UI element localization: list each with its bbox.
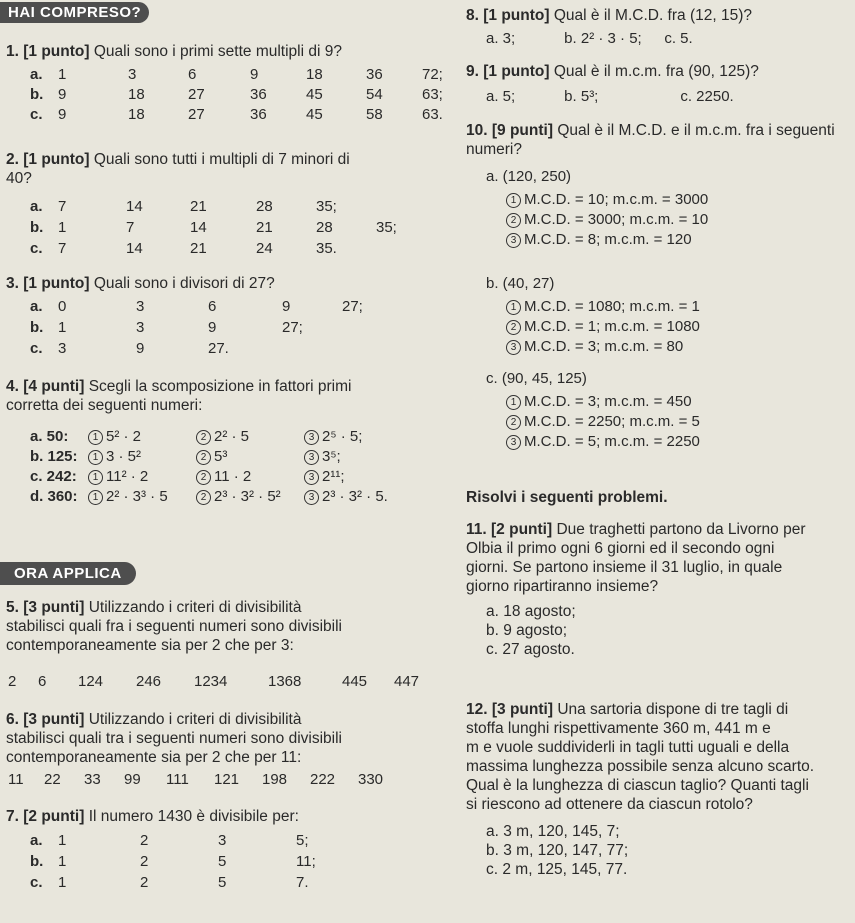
problem-line: giorni. Se partono insieme il 31 luglio, in quale xyxy=(466,559,783,576)
question-points: [1 punto] xyxy=(23,43,90,60)
circled-number-icon: 1 xyxy=(506,395,521,410)
gcd-lcm-option-text: M.C.D. = 3000; m.c.m. = 10 xyxy=(524,211,709,228)
option-value: 27; xyxy=(342,298,363,315)
question-number: 7. xyxy=(6,808,19,825)
option-letter: b. xyxy=(30,219,44,236)
factor-option-text: 5³ xyxy=(214,448,228,465)
factor-option xyxy=(196,448,304,465)
factor-option xyxy=(88,448,196,465)
option-value: 7 xyxy=(58,240,67,257)
question-1 xyxy=(6,42,342,61)
factor-option xyxy=(304,468,414,485)
option-letter: b. xyxy=(30,319,44,336)
option-row xyxy=(30,298,402,315)
option-value: 45 xyxy=(306,106,323,123)
gcd-lcm-option-text: M.C.D. = 3; m.c.m. = 450 xyxy=(524,393,692,410)
question-number: 5. xyxy=(6,599,19,616)
option-value: 35. xyxy=(316,240,337,257)
option-row xyxy=(30,240,376,257)
option-value: 3 xyxy=(58,340,67,357)
option-value: 7 xyxy=(126,219,135,236)
option-row xyxy=(30,86,472,103)
question-number: 3. xyxy=(6,275,19,292)
problem-line: Olbia il primo ogni 6 giorni ed il secondo ogni xyxy=(466,540,775,557)
circled-number-icon: 3 xyxy=(304,470,319,485)
candidate-number: 198 xyxy=(262,771,288,788)
option-value: 58 xyxy=(366,106,383,123)
question-text: Scegli la scomposizione in fattori primi xyxy=(88,378,352,395)
problem-line: giorno ripartiranno insieme? xyxy=(466,578,659,595)
question-11 xyxy=(466,520,855,596)
question-number: 10. xyxy=(466,122,488,139)
option-value: 54 xyxy=(366,86,383,103)
question-12-options xyxy=(486,822,628,879)
option-letter: b. xyxy=(30,86,44,103)
factor-option xyxy=(88,468,196,485)
option-value: 36 xyxy=(366,66,383,83)
option-value: 18 xyxy=(128,106,145,123)
option-value: 18 xyxy=(128,86,145,103)
option-row xyxy=(30,874,356,891)
gcd-lcm-option-text: M.C.D. = 1080; m.c.m. = 1 xyxy=(524,298,700,315)
gcd-lcm-option xyxy=(506,298,700,315)
option-value: 5; xyxy=(296,832,309,849)
gcd-lcm-group-label: c. (90, 45, 125) xyxy=(486,370,587,387)
option-row xyxy=(30,319,342,336)
option-value: 1 xyxy=(58,319,67,336)
candidate-number: 1368 xyxy=(268,673,302,690)
option-value: 5 xyxy=(218,853,227,870)
problem-line: Una sartoria dispone di tre tagli di xyxy=(557,701,789,718)
gcd-lcm-option xyxy=(506,318,700,335)
question-6-numbers xyxy=(8,771,398,788)
option-value: 14 xyxy=(190,219,207,236)
option-value: 21 xyxy=(256,219,273,236)
option-value: 0 xyxy=(58,298,67,315)
option-value: 36 xyxy=(250,86,267,103)
problems-heading: Risolvi i seguenti problemi. xyxy=(466,489,668,506)
option-value: 9 xyxy=(58,86,67,103)
factor-option-text: 2³ · 3² · 5² xyxy=(214,488,281,505)
question-text: Qual è il M.C.D. fra (12, 15)? xyxy=(553,7,752,24)
question-11-options xyxy=(486,602,576,659)
option-value: 5 xyxy=(218,874,227,891)
gcd-lcm-option-text: M.C.D. = 2250; m.c.m. = 5 xyxy=(524,413,700,430)
question-points: [3 punti] xyxy=(491,701,553,718)
option-value: 2 xyxy=(140,853,149,870)
circled-number-icon: 1 xyxy=(506,193,521,208)
gcd-lcm-group-label: b. (40, 27) xyxy=(486,275,555,292)
option-value: 2 xyxy=(140,874,149,891)
problem-line: stoffa lunghi rispettivamente 360 m, 441 m e xyxy=(466,720,771,737)
candidate-number: 22 xyxy=(44,771,61,788)
option-value: 11; xyxy=(296,853,316,870)
circled-number-icon: 3 xyxy=(506,233,521,248)
gcd-lcm-option-text: M.C.D. = 5; m.c.m. = 2250 xyxy=(524,433,700,450)
question-10 xyxy=(466,121,855,159)
gcd-lcm-option xyxy=(506,433,700,450)
problem-line: si riescono ad ottenere da ciascun rotolo? xyxy=(466,796,753,813)
option-value: 1 xyxy=(58,219,67,236)
question-2 xyxy=(6,150,350,188)
factor-option-text: 11² · 2 xyxy=(106,468,149,485)
option-a: a. 5; xyxy=(486,88,516,105)
option-b: b. 2² · 3 · 5; xyxy=(564,30,642,47)
option-value: 7. xyxy=(296,874,309,891)
option-value: 3 xyxy=(136,298,145,315)
question-text-cont: numeri? xyxy=(466,141,522,158)
option-letter: c. xyxy=(30,874,43,891)
option-value: 3 xyxy=(128,66,137,83)
question-points: [9 punti] xyxy=(491,122,553,139)
option-value: 9 xyxy=(282,298,291,315)
option-value: 27 xyxy=(188,86,205,103)
question-8-options xyxy=(486,30,693,47)
circled-number-icon: 2 xyxy=(506,415,521,430)
factor-option-text: 2⁵ · 5; xyxy=(322,428,363,445)
circled-number-icon: 3 xyxy=(304,430,319,445)
factor-row-label: d. 360: xyxy=(30,488,78,505)
option-value: 6 xyxy=(208,298,217,315)
question-text: Qual è il m.c.m. fra (90, 125)? xyxy=(553,63,759,80)
circled-number-icon: 1 xyxy=(506,300,521,315)
option-letter: c. xyxy=(30,240,43,257)
question-points: [1 punto] xyxy=(23,151,90,168)
question-text: Quali sono i primi sette multipli di 9? xyxy=(93,43,342,60)
option-a: a. 3; xyxy=(486,30,516,47)
question-number: 9. xyxy=(466,63,479,80)
question-text: Utilizzando i criteri di divisibilità xyxy=(88,711,302,728)
circled-number-icon: 2 xyxy=(196,470,211,485)
question-number: 8. xyxy=(466,7,479,24)
option-row xyxy=(30,340,282,357)
question-number: 2. xyxy=(6,151,19,168)
option-value: 28 xyxy=(316,219,333,236)
gcd-lcm-option xyxy=(506,231,692,248)
factor-option xyxy=(304,488,414,505)
question-text-cont: stabilisci quali tra i seguenti numeri sono divisibili xyxy=(6,730,342,747)
circled-number-icon: 3 xyxy=(506,340,521,355)
option-value: 45 xyxy=(306,86,323,103)
option-value: 28 xyxy=(256,198,273,215)
question-number: 4. xyxy=(6,378,19,395)
factor-option-text: 11 · 2 xyxy=(214,468,252,485)
gcd-lcm-option xyxy=(506,393,692,410)
option-value: 1 xyxy=(58,874,67,891)
factor-option xyxy=(196,468,304,485)
question-text-cont: contemporaneamente sia per 2 che per 3: xyxy=(6,637,294,654)
option-value: 1 xyxy=(58,853,67,870)
option-row xyxy=(30,832,356,849)
option-b: b. 9 agosto; xyxy=(486,622,568,639)
option-row xyxy=(30,853,356,870)
question-text-cont: contemporaneamente sia per 2 che per 11: xyxy=(6,749,302,766)
gcd-lcm-option-text: M.C.D. = 8; m.c.m. = 120 xyxy=(524,231,692,248)
option-letter: c. xyxy=(30,340,43,357)
option-c: c. 5. xyxy=(664,30,693,47)
ora-applica-banner: ORA APPLICA xyxy=(0,562,136,585)
question-9-options xyxy=(486,88,734,105)
option-value: 21 xyxy=(190,198,207,215)
factor-option-text: 3 · 5² xyxy=(106,448,142,465)
candidate-number: 447 xyxy=(394,673,420,690)
question-number: 6. xyxy=(6,711,19,728)
option-value: 14 xyxy=(126,198,143,215)
gcd-lcm-option xyxy=(506,413,700,430)
question-points: [1 punto] xyxy=(483,7,550,24)
option-value: 9 xyxy=(58,106,67,123)
gcd-lcm-option-text: M.C.D. = 1; m.c.m. = 1080 xyxy=(524,318,700,335)
option-value: 18 xyxy=(306,66,323,83)
option-value: 24 xyxy=(256,240,273,257)
option-value: 72; xyxy=(422,66,443,83)
question-number: 12. xyxy=(466,701,488,718)
question-number: 1. xyxy=(6,43,19,60)
circled-number-icon: 1 xyxy=(88,490,103,505)
question-5 xyxy=(6,598,446,655)
option-value: 27; xyxy=(282,319,303,336)
gcd-lcm-option-text: M.C.D. = 10; m.c.m. = 3000 xyxy=(524,191,709,208)
factor-option xyxy=(196,488,304,505)
candidate-number: 445 xyxy=(342,673,368,690)
candidate-number: 2 xyxy=(8,673,17,690)
circled-number-icon: 2 xyxy=(196,430,211,445)
candidate-number: 99 xyxy=(124,771,141,788)
factor-option xyxy=(196,428,304,445)
hai-compreso-banner: HAI COMPRESO? xyxy=(0,2,149,23)
factor-option-text: 2¹¹; xyxy=(322,468,345,485)
option-b: b. 3 m, 120, 147, 77; xyxy=(486,842,629,859)
factor-row xyxy=(30,488,414,505)
option-row xyxy=(30,66,472,83)
option-letter: b. xyxy=(30,853,44,870)
option-value: 21 xyxy=(190,240,207,257)
option-value: 35; xyxy=(376,219,397,236)
factor-option-text: 2³ · 3² · 5. xyxy=(322,488,388,505)
gcd-lcm-option xyxy=(506,211,708,228)
option-value: 1 xyxy=(58,66,67,83)
question-text: Utilizzando i criteri di divisibilità xyxy=(88,599,302,616)
option-value: 9 xyxy=(136,340,145,357)
question-5-numbers xyxy=(8,673,434,690)
candidate-number: 121 xyxy=(214,771,240,788)
problem-line: Due traghetti partono da Livorno per xyxy=(556,521,806,538)
circled-number-icon: 1 xyxy=(88,450,103,465)
factor-row xyxy=(30,448,414,465)
factor-row-label: a. 50: xyxy=(30,428,69,445)
circled-number-icon: 2 xyxy=(506,213,521,228)
factor-option-text: 2² · 3³ · 5 xyxy=(106,488,168,505)
question-points: [2 punti] xyxy=(491,521,553,538)
question-8 xyxy=(466,6,752,25)
question-9 xyxy=(466,62,759,81)
option-value: 35; xyxy=(316,198,337,215)
question-12 xyxy=(466,700,855,814)
gcd-lcm-group-label: a. (120, 250) xyxy=(486,168,572,185)
question-3 xyxy=(6,274,275,293)
option-letter: c. xyxy=(30,106,43,123)
candidate-number: 124 xyxy=(78,673,104,690)
factor-row xyxy=(30,428,414,445)
candidate-number: 6 xyxy=(38,673,47,690)
question-text: Il numero 1430 è divisibile per: xyxy=(88,808,299,825)
circled-number-icon: 2 xyxy=(196,490,211,505)
option-letter: a. xyxy=(30,66,43,83)
problem-line: massima lunghezza possibile senza alcuno scarto. xyxy=(466,758,815,775)
option-letter: a. xyxy=(30,832,43,849)
candidate-number: 330 xyxy=(358,771,384,788)
option-value: 3 xyxy=(136,319,145,336)
question-text: Quali sono i divisori di 27? xyxy=(93,275,275,292)
question-7 xyxy=(6,807,299,826)
circled-number-icon: 1 xyxy=(88,470,103,485)
question-6 xyxy=(6,710,446,767)
question-4 xyxy=(6,377,351,415)
question-points: [2 punti] xyxy=(23,808,85,825)
factor-row-label: c. 242: xyxy=(30,468,77,485)
question-points: [1 punto] xyxy=(23,275,90,292)
factor-row xyxy=(30,468,414,485)
candidate-number: 222 xyxy=(310,771,336,788)
gcd-lcm-option-text: M.C.D. = 3; m.c.m. = 80 xyxy=(524,338,684,355)
problem-line: m e vuole suddividerli in tagli tutti uguali e della xyxy=(466,739,790,756)
question-text: Qual è il M.C.D. e il m.c.m. fra i seguenti xyxy=(557,122,835,139)
circled-number-icon: 2 xyxy=(196,450,211,465)
option-value: 1 xyxy=(58,832,67,849)
option-letter: a. xyxy=(30,198,43,215)
option-value: 9 xyxy=(208,319,217,336)
option-value: 63. xyxy=(422,106,443,123)
option-value: 27 xyxy=(188,106,205,123)
option-c: c. 2 m, 125, 145, 77. xyxy=(486,861,628,878)
option-c: c. 2250. xyxy=(680,88,734,105)
candidate-number: 33 xyxy=(84,771,101,788)
gcd-lcm-option xyxy=(506,191,708,208)
circled-number-icon: 3 xyxy=(506,435,521,450)
question-points: [4 punti] xyxy=(23,378,85,395)
question-text: Quali sono tutti i multipli di 7 minori di xyxy=(93,151,350,168)
question-text-cont: stabilisci quali fra i seguenti numeri sono divisibili xyxy=(6,618,342,635)
factor-option-text: 3⁵; xyxy=(322,448,341,465)
option-value: 2 xyxy=(140,832,149,849)
factor-option xyxy=(304,428,414,445)
question-points: [3 punti] xyxy=(23,711,85,728)
factor-option xyxy=(88,488,196,505)
option-a: a. 3 m, 120, 145, 7; xyxy=(486,823,620,840)
question-points: [1 punto] xyxy=(483,63,550,80)
option-value: 9 xyxy=(250,66,259,83)
option-row xyxy=(30,106,472,123)
factor-option xyxy=(88,428,196,445)
factor-option-text: 2² · 5 xyxy=(214,428,250,445)
circled-number-icon: 3 xyxy=(304,490,319,505)
problem-line: Qual è la lunghezza di ciascun taglio? Quanti tagli xyxy=(466,777,809,794)
option-b: b. 5³; xyxy=(564,88,599,105)
option-value: 63; xyxy=(422,86,443,103)
question-text-cont: corretta dei seguenti numeri: xyxy=(6,397,203,414)
option-letter: a. xyxy=(30,298,43,315)
option-value: 36 xyxy=(250,106,267,123)
circled-number-icon: 1 xyxy=(88,430,103,445)
option-c: c. 27 agosto. xyxy=(486,641,575,658)
option-row xyxy=(30,198,376,215)
factor-row-label: b. 125: xyxy=(30,448,78,465)
candidate-number: 1234 xyxy=(194,673,228,690)
candidate-number: 11 xyxy=(8,771,24,788)
factor-option xyxy=(304,448,414,465)
question-text-cont: 40? xyxy=(6,170,32,187)
gcd-lcm-option xyxy=(506,338,683,355)
question-number: 11. xyxy=(466,521,487,538)
option-row xyxy=(30,219,436,236)
factor-option-text: 5² · 2 xyxy=(106,428,142,445)
option-value: 7 xyxy=(58,198,67,215)
question-points: [3 punti] xyxy=(23,599,85,616)
option-value: 3 xyxy=(218,832,227,849)
candidate-number: 246 xyxy=(136,673,162,690)
circled-number-icon: 2 xyxy=(506,320,521,335)
option-value: 27. xyxy=(208,340,229,357)
option-value: 14 xyxy=(126,240,143,257)
option-a: a. 18 agosto; xyxy=(486,603,576,620)
circled-number-icon: 3 xyxy=(304,450,319,465)
option-value: 6 xyxy=(188,66,197,83)
candidate-number: 111 xyxy=(166,771,189,788)
